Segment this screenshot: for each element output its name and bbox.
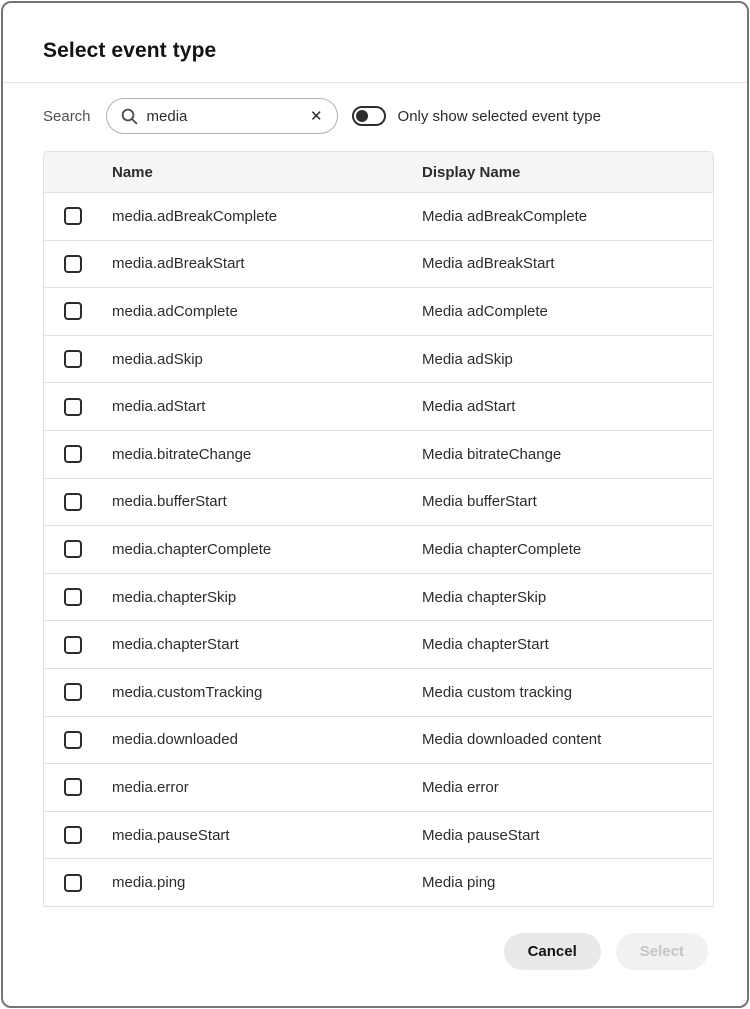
row-checkbox[interactable] <box>64 445 82 463</box>
row-display-name: Media adBreakComplete <box>422 207 588 225</box>
table-row[interactable] <box>44 287 713 335</box>
table-row[interactable] <box>44 858 713 906</box>
row-name: media.chapterSkip <box>112 588 237 606</box>
row-display-name: Media adComplete <box>422 302 548 320</box>
dialog-footer <box>504 933 708 970</box>
select-event-type-dialog <box>1 1 749 1008</box>
header-display-name: Display Name <box>422 163 521 181</box>
table-row[interactable] <box>44 525 713 573</box>
row-name: media.adSkip <box>112 350 203 368</box>
row-checkbox[interactable] <box>64 255 82 273</box>
table-row[interactable] <box>44 192 713 240</box>
row-name: media.pauseStart <box>112 826 230 844</box>
table-row[interactable] <box>44 811 713 859</box>
row-name: media.chapterComplete <box>112 540 272 558</box>
row-display-name: Media bitrateChange <box>422 445 562 463</box>
row-name: media.bitrateChange <box>112 445 252 463</box>
row-display-name: Media adStart <box>422 398 516 416</box>
row-checkbox[interactable] <box>64 636 82 654</box>
controls-row <box>3 83 747 149</box>
row-name: media.chapterStart <box>112 636 239 654</box>
row-display-name: Media downloaded content <box>422 731 602 749</box>
row-name: media.customTracking <box>112 683 263 701</box>
row-checkbox[interactable] <box>64 731 82 749</box>
table-row[interactable] <box>44 430 713 478</box>
row-checkbox[interactable] <box>64 540 82 558</box>
row-display-name: Media adSkip <box>422 350 513 368</box>
table-row[interactable] <box>44 240 713 288</box>
table-row[interactable] <box>44 335 713 383</box>
row-display-name: Media pauseStart <box>422 826 540 844</box>
header-name: Name <box>112 163 153 181</box>
row-checkbox[interactable] <box>64 683 82 701</box>
search-icon <box>121 108 138 125</box>
row-name: media.adBreakStart <box>112 255 245 273</box>
row-checkbox[interactable] <box>64 588 82 606</box>
row-checkbox[interactable] <box>64 350 82 368</box>
only-selected-toggle[interactable] <box>352 106 386 126</box>
row-display-name: Media custom tracking <box>422 683 573 701</box>
row-checkbox[interactable] <box>64 778 82 796</box>
table-row[interactable] <box>44 763 713 811</box>
row-display-name: Media bufferStart <box>422 493 537 511</box>
row-display-name: Media adBreakStart <box>422 255 555 273</box>
row-display-name: Media chapterSkip <box>422 588 547 606</box>
table-row[interactable] <box>44 620 713 668</box>
table-row[interactable] <box>44 382 713 430</box>
search-field[interactable] <box>106 98 338 134</box>
cancel-button[interactable]: Cancel <box>504 933 601 970</box>
toggle-label: Only show selected event type <box>397 107 601 125</box>
event-type-table <box>43 151 714 907</box>
row-name: media.adBreakComplete <box>112 207 278 225</box>
row-name: media.error <box>112 778 189 796</box>
table-row[interactable] <box>44 478 713 526</box>
select-button[interactable]: Select <box>616 933 708 970</box>
row-checkbox[interactable] <box>64 398 82 416</box>
row-display-name: Media chapterStart <box>422 636 549 654</box>
row-checkbox[interactable] <box>64 826 82 844</box>
row-checkbox[interactable] <box>64 302 82 320</box>
row-display-name: Media error <box>422 778 499 796</box>
search-label: Search <box>43 107 91 125</box>
table-body <box>44 192 713 906</box>
row-name: media.adStart <box>112 398 206 416</box>
row-name: media.bufferStart <box>112 493 227 511</box>
table-row[interactable] <box>44 668 713 716</box>
row-checkbox[interactable] <box>64 874 82 892</box>
toggle-knob-icon <box>356 110 368 122</box>
table-header-row <box>44 152 713 192</box>
row-name: media.adComplete <box>112 302 238 320</box>
table-row[interactable] <box>44 716 713 764</box>
row-name: media.downloaded <box>112 731 238 749</box>
row-checkbox[interactable] <box>64 207 82 225</box>
page-title: Select event type <box>43 39 217 62</box>
search-input[interactable] <box>147 108 308 125</box>
row-display-name: Media ping <box>422 874 496 892</box>
row-display-name: Media chapterComplete <box>422 540 582 558</box>
row-checkbox[interactable] <box>64 493 82 511</box>
row-name: media.ping <box>112 874 186 892</box>
table-row[interactable] <box>44 573 713 621</box>
clear-search-icon[interactable]: ✕ <box>309 107 323 125</box>
